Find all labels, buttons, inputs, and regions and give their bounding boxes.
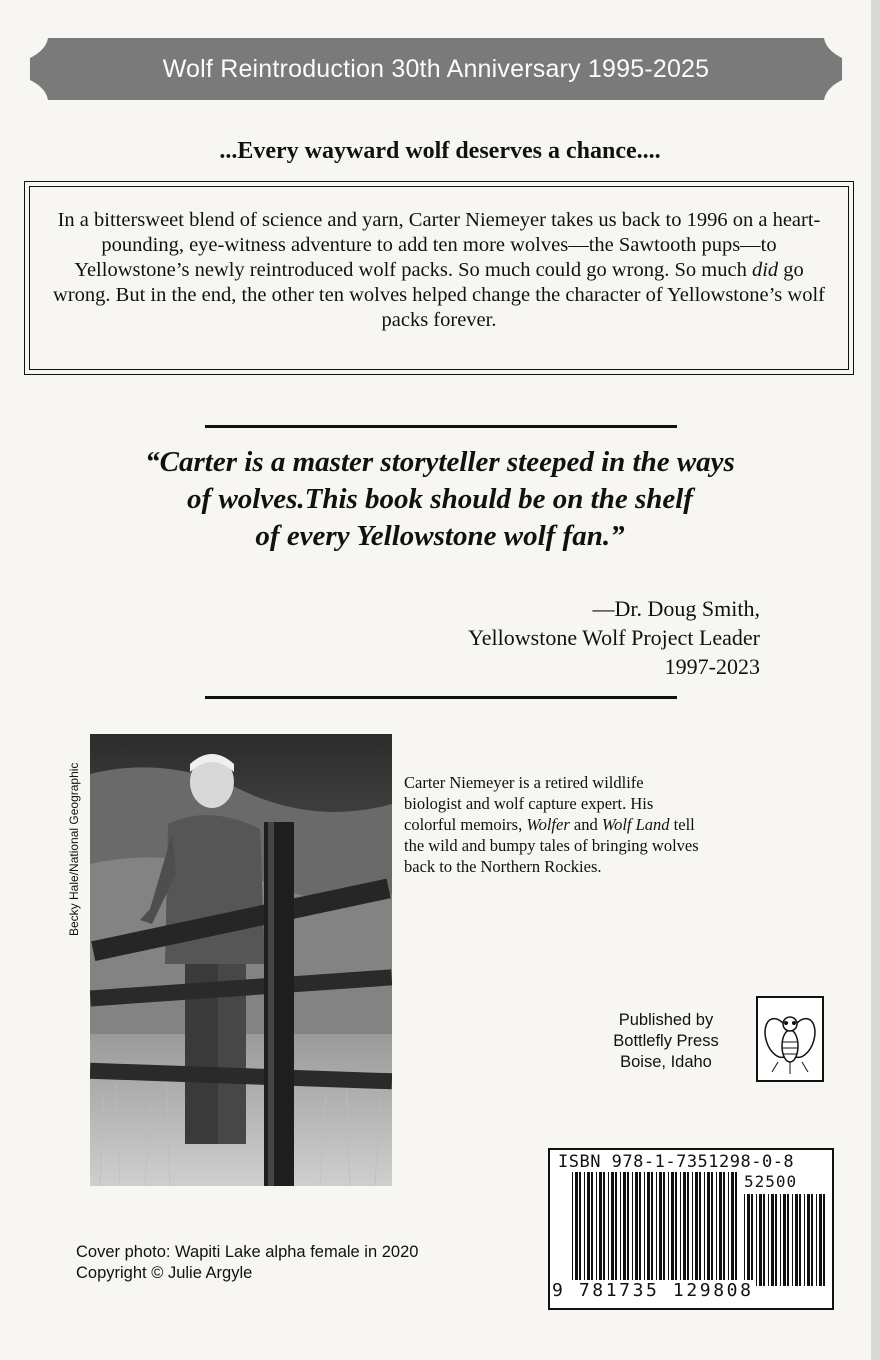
barcode-bar [707,1172,710,1284]
barcode-bar [587,1172,590,1284]
attribution-years: 1997-2023 [664,654,760,679]
barcode-bar [795,1194,798,1286]
bio-text-2: tell the wild and bumpy tales of bringing wolves back to the Northern Rockies. [404,815,699,876]
barcode-bar [647,1172,650,1284]
barcode-bar [823,1194,825,1286]
barcode-bar [780,1194,781,1286]
barcode-bar [675,1172,677,1284]
divider-top [205,425,677,428]
barcode-bar [615,1172,617,1284]
barcode-bar [668,1172,669,1284]
publisher-info [596,1010,736,1073]
photo-credit-text: Becky Hale/National Geographic [67,762,81,936]
bio-text-1: Carter Niemeyer is a retired wildlife biologist and wolf capture expert. His colorful memoirs, [404,773,654,834]
barcode-bar [632,1172,633,1284]
quote-attribution [468,594,760,681]
isbn-text: ISBN 978-1-7351298-0-8 [558,1152,795,1172]
barcode-bar [723,1172,725,1284]
barcode-bar [635,1172,638,1284]
barcode-bar [608,1172,609,1284]
barcode-bar [711,1172,713,1284]
endorsement-quote [40,444,840,555]
barcode-bar [596,1172,597,1284]
barcode-bar [787,1194,789,1286]
blurb-text [45,208,833,333]
barcode-bar [811,1194,813,1286]
anniversary-banner [30,38,842,100]
cover-photo-line-2: Copyright © Julie Argyle [76,1264,253,1282]
tagline: ...Every wayward wolf deserves a chance.... [219,138,661,164]
cover-photo-line-1: Cover photo: Wapiti Lake alpha female in 2020 [76,1243,419,1261]
barcode-bar [639,1172,641,1284]
quote-line-3: of every Yellowstone wolf fan.” [255,520,625,552]
barcode-bar [579,1172,581,1284]
publisher-line-3: Boise, Idaho [620,1053,712,1071]
bio-and: and [569,815,602,834]
barcode-bar [584,1172,585,1284]
barcode-bar [731,1172,734,1284]
barcode-bar [747,1194,750,1286]
isbn-barcode [548,1148,834,1310]
barcode-bar [759,1194,762,1286]
banner-text: Wolf Reintroduction 30th Anniversary 1995-2025 [162,55,710,83]
barcode-bar [603,1172,605,1284]
barcode-bar [799,1194,801,1286]
barcode-bar [735,1172,737,1284]
barcode-bar [591,1172,593,1284]
blurb-part-1: In a bittersweet blend of science and yarn, Carter Niemeyer takes us back to 1996 on a heart-pounding, eye-witness adventure to add ten more wolves—the Sawtooth pups—to Yellowstone’s newly reintroduced wolf packs. So much could go wrong. So much [57,209,821,281]
barcode-bar [687,1172,689,1284]
barcode-bar [651,1172,653,1284]
barcode-bar [719,1172,722,1284]
barcode-bar [572,1172,573,1284]
bottlefly-logo-icon [756,996,824,1082]
barcode-bar [807,1194,810,1286]
barcode-bar [744,1194,745,1286]
barcode-bar [771,1194,774,1286]
author-bio [404,772,704,877]
barcode-bar [611,1172,614,1284]
publisher-line-2: Bottlefly Press [613,1032,719,1050]
barcode-bar [695,1172,698,1284]
barcode-bar [599,1172,602,1284]
barcode-bar [716,1172,717,1284]
barcode-bar [783,1194,786,1286]
barcode-bar [819,1194,822,1286]
attribution-title: Yellowstone Wolf Project Leader [468,625,760,650]
barcode-bars-addon [744,1194,830,1286]
barcode-bar [816,1194,817,1286]
barcode-bar [659,1172,662,1284]
blurb-emphasis: did [751,259,779,281]
barcode-bar [704,1172,705,1284]
barcode-bar [768,1194,769,1286]
attribution-name: —Dr. Doug Smith, [592,596,760,621]
barcode-bar [699,1172,701,1284]
barcode-bars-main [572,1172,740,1284]
quote-line-2: of wolves.This book should be on the shelf [187,483,693,515]
barcode-bar [663,1172,665,1284]
barcode-bar [575,1172,578,1284]
price-code: 52500 [744,1172,798,1191]
publisher-line-1: Published by [618,1011,714,1029]
barcode-bar [756,1194,757,1286]
barcode-bar [792,1194,793,1286]
cover-photo-credit [76,1242,418,1284]
barcode-bar [804,1194,805,1286]
bio-book-wolf-land: Wolf Land [601,815,670,834]
barcode-bar [728,1172,729,1284]
ean-digits: 9 781735 129808 [552,1280,754,1301]
barcode-bar [671,1172,674,1284]
barcode-bar [656,1172,657,1284]
page-edge [871,0,880,1360]
barcode-bar [680,1172,681,1284]
barcode-bar [775,1194,777,1286]
barcode-bar [620,1172,621,1284]
barcode-bar [751,1194,753,1286]
barcode-bar [644,1172,645,1284]
blurb-part-2: go wrong. But in the end, the other ten wolves helped change the character of Yellowstone’s wolf packs forever. [53,259,825,331]
barcode-bar [683,1172,686,1284]
barcode-bar [623,1172,626,1284]
barcode-bar [627,1172,629,1284]
blurb-box [24,181,854,375]
barcode-bar [763,1194,765,1286]
bio-book-wolfer: Wolfer [526,815,570,834]
quote-line-1: “Carter is a master storyteller steeped in the ways [145,446,735,478]
barcode-bar [692,1172,693,1284]
divider-bottom [205,696,677,699]
author-photo [90,734,392,1186]
